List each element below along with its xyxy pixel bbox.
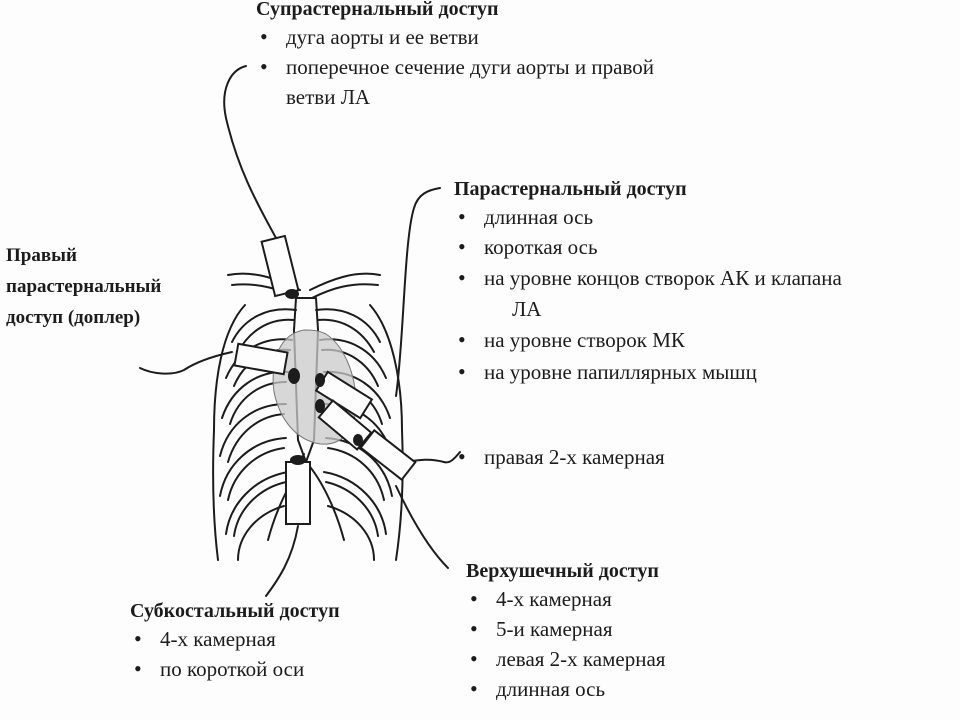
- probe-tip: [290, 455, 306, 465]
- probe-tip: [315, 373, 325, 387]
- suprasternal-block: [256, 0, 654, 112]
- right-parasternal-block: [6, 240, 161, 333]
- subcostal-item: • 4-х камерная: [130, 624, 340, 654]
- suprasternal-item-continuation: ветви ЛА: [286, 85, 371, 109]
- parasternal-subitem-continuation: ЛА: [512, 297, 542, 321]
- apical-item: • 5-и камерная: [466, 614, 665, 644]
- subcostal-block: [130, 598, 340, 684]
- right-parasternal-line: доступ (доплер): [6, 307, 141, 328]
- suprasternal-title: Супрастернальный доступ: [256, 0, 499, 20]
- probe-tip: [315, 399, 325, 413]
- parasternal-title: Парастернальный доступ: [454, 178, 687, 200]
- apical-cable: [396, 486, 448, 568]
- parasternal-block: [454, 176, 842, 388]
- apical-block: [466, 558, 665, 704]
- right-2ch-probe: [361, 430, 416, 479]
- right-parasternal-line: парастернальный: [6, 276, 162, 297]
- probe-tip: [288, 368, 300, 384]
- subcostal-item: • по короткой оси: [130, 654, 340, 684]
- apical-title: Верхушечный доступ: [466, 560, 659, 582]
- apical-item: • длинная ось: [466, 674, 665, 704]
- parasternal-subitem: • на уровне концов створок АК и клапана: [454, 262, 842, 294]
- parasternal-cable: [396, 188, 440, 396]
- suprasternal-item: • дуга аорты и ее ветви: [256, 22, 654, 52]
- right-clavicle: [310, 274, 380, 298]
- probe-tip: [353, 434, 363, 446]
- parasternal-extra-block: [454, 442, 665, 472]
- parasternal-subitem: • на уровне створок МК: [454, 324, 842, 356]
- apical-item: • 4-х камерная: [466, 584, 665, 614]
- probe-tip: [285, 289, 299, 299]
- subcostal-title: Субкостальный доступ: [130, 600, 340, 622]
- suprasternal-item: • поперечное сечение дуги аорты и правой: [256, 52, 654, 82]
- subcostal-cable: [266, 526, 298, 596]
- apical-item: • левая 2-х камерная: [466, 644, 665, 674]
- parasternal-item: • длинная ось: [454, 202, 842, 232]
- subcostal-probe: [286, 462, 310, 524]
- parasternal-extra-item: • правая 2-х камерная: [454, 442, 665, 472]
- right-parasternal-line: Правый: [6, 245, 77, 266]
- parasternal-subitem: • на уровне папиллярных мышц: [454, 356, 842, 388]
- parasternal-item: • короткая ось: [454, 232, 842, 262]
